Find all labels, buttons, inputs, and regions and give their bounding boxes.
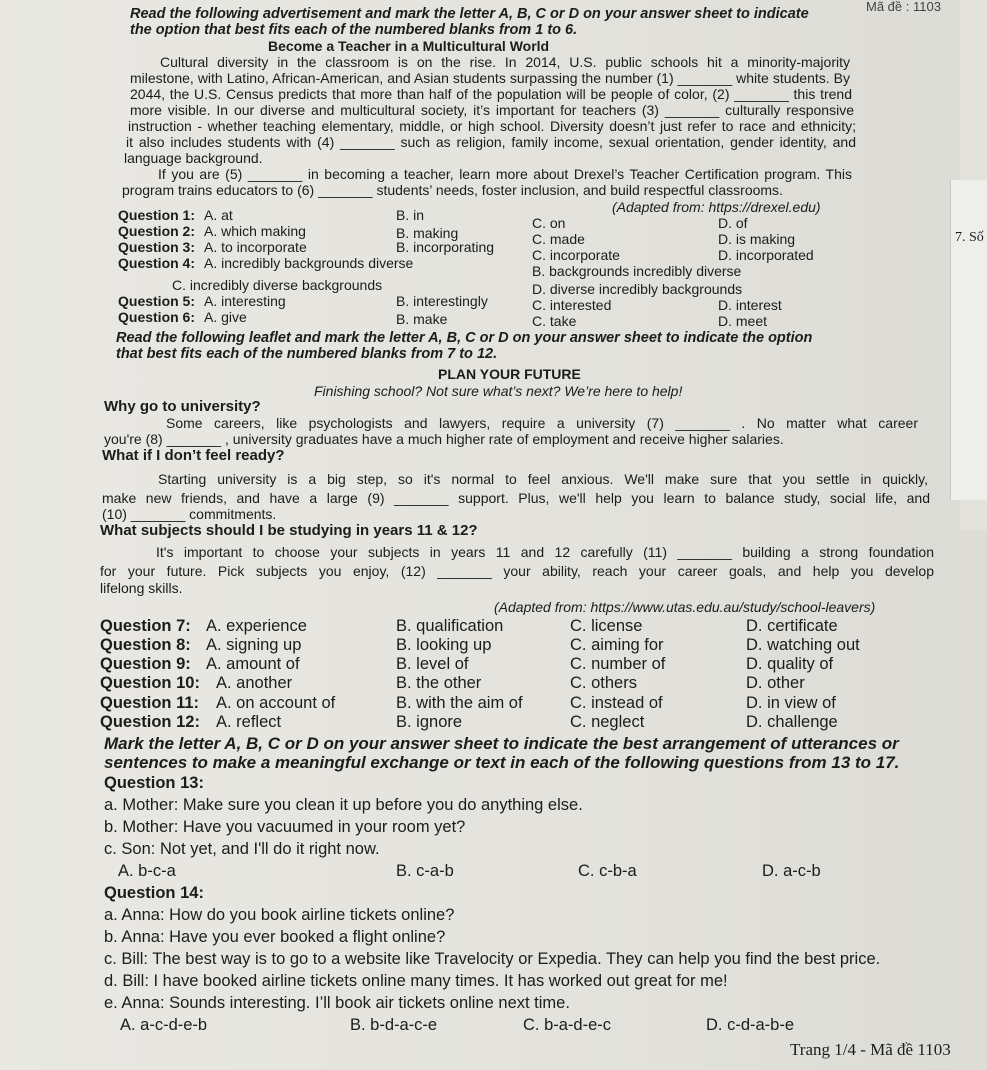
passage-line: milestone, with Latino, African-American, and Asian students surpassing the number (1) _______ white students. By bbox=[130, 70, 850, 86]
leaflet-line: Starting university is a big step, so it's normal to feel anxious. We'll make sure that you settle in quickly, bbox=[158, 471, 928, 487]
instruction: Read the following leaflet and mark the letter A, B, C or D on your answer sheet to indicate the option bbox=[116, 330, 813, 346]
instruction: Read the following advertisement and mark the letter A, B, C or D on your answer sheet to indicate bbox=[130, 6, 809, 22]
option-b[interactable]: B. qualification bbox=[396, 617, 504, 635]
instruction: Mark the letter A, B, C or D on your answer sheet to indicate the best arrangement of utterances or bbox=[104, 734, 899, 753]
leaflet-subtitle: Finishing school? Not sure what’s next? We’re here to help! bbox=[314, 383, 683, 399]
option-a[interactable]: A. incredibly backgrounds diverse bbox=[204, 255, 414, 271]
option-c[interactable]: C. b-a-d-e-c bbox=[523, 1016, 612, 1034]
option-a[interactable]: A. on account of bbox=[216, 694, 336, 712]
option-a[interactable]: A. interesting bbox=[204, 293, 286, 309]
option-b[interactable]: B. in bbox=[396, 207, 425, 223]
passage-line: Cultural diversity in the classroom is on the rise. In 2014, U.S. public schools hit a minority-majority bbox=[160, 54, 850, 70]
option-c[interactable]: C. interested bbox=[532, 297, 612, 313]
option-a[interactable]: A. which making bbox=[204, 223, 306, 239]
question-label: Question 7: bbox=[100, 617, 191, 635]
option-a[interactable]: A. b-c-a bbox=[118, 862, 176, 880]
option-d[interactable]: D. challenge bbox=[746, 713, 838, 731]
option-c[interactable]: C. instead of bbox=[570, 694, 663, 712]
question-label: Question 4: bbox=[118, 255, 196, 271]
passage-line: more visible. In our diverse and multicultural society, it’s important for teachers (3) _______ culturally responsive bbox=[130, 102, 854, 118]
option-b[interactable]: B. looking up bbox=[396, 636, 492, 654]
section-heading: Why go to university? bbox=[104, 398, 261, 415]
adjacent-sheet-shadow bbox=[955, 530, 987, 1070]
question-label: Question 10: bbox=[100, 674, 200, 692]
passage-line: 2044, the U.S. Census predicts that more than half of the population will be people of color, (2) _______ this trend bbox=[130, 86, 852, 102]
passage-line: language background. bbox=[124, 150, 263, 166]
question-label: Question 1: bbox=[118, 207, 196, 223]
leaflet-line: make new friends, and have a large (9) _______ support. Plus, we'll help you learn to balance study, social life, and bbox=[102, 490, 930, 506]
option-a[interactable]: A. another bbox=[216, 674, 293, 692]
utterance: b. Mother: Have you vacuumed in your room yet? bbox=[104, 818, 466, 836]
utterance: c. Bill: The best way is to go to a website like Travelocity or Expedia. They can help you find the best price. bbox=[104, 950, 881, 968]
leaflet-line: Some careers, like psychologists and lawyers, require a university (7) _______ . No matter what career bbox=[166, 415, 918, 431]
instruction: that best fits each of the numbered blanks from 7 to 12. bbox=[116, 346, 498, 362]
option-b[interactable]: B. incorporating bbox=[396, 239, 495, 255]
option-d[interactable]: D. interest bbox=[718, 297, 782, 313]
option-b[interactable]: B. ignore bbox=[396, 713, 463, 731]
option-d[interactable]: D. c-d-a-b-e bbox=[706, 1016, 795, 1034]
option-a[interactable]: A. amount of bbox=[206, 655, 300, 673]
instruction: the option that best fits each of the numbered blanks from 1 to 6. bbox=[130, 22, 578, 38]
option-b[interactable]: B. backgrounds incredibly diverse bbox=[532, 263, 742, 279]
option-d[interactable]: D. incorporated bbox=[718, 247, 814, 263]
utterance: d. Bill: I have booked airline tickets online many times. It has worked out great for me! bbox=[104, 972, 728, 990]
option-c[interactable]: C. made bbox=[532, 231, 585, 247]
question-label: Question 9: bbox=[100, 655, 191, 673]
utterance: a. Anna: How do you book airline tickets online? bbox=[104, 906, 455, 924]
option-c[interactable]: C. others bbox=[570, 674, 637, 692]
option-c[interactable]: C. take bbox=[532, 313, 577, 329]
question-label: Question 14: bbox=[104, 884, 204, 902]
question-label: Question 2: bbox=[118, 223, 196, 239]
question-label: Question 8: bbox=[100, 636, 191, 654]
option-a[interactable]: A. at bbox=[204, 207, 233, 223]
option-d[interactable]: D. certificate bbox=[746, 617, 838, 635]
option-d[interactable]: D. watching out bbox=[746, 636, 860, 654]
option-d[interactable]: D. is making bbox=[718, 231, 796, 247]
source-citation: (Adapted from: https://drexel.edu) bbox=[612, 199, 821, 215]
option-d[interactable]: D. in view of bbox=[746, 694, 836, 712]
question-label: Question 5: bbox=[118, 293, 196, 309]
utterance: a. Mother: Make sure you clean it up before you do anything else. bbox=[104, 796, 583, 814]
option-c[interactable]: C. license bbox=[570, 617, 643, 635]
leaflet-line: lifelong skills. bbox=[100, 580, 183, 596]
passage-line: instruction - whether teaching elementary, middle, or high school. Diversity doesn’t just refer to race and ethnicity; bbox=[128, 118, 856, 134]
option-a[interactable]: A. a-c-d-e-b bbox=[120, 1016, 208, 1034]
option-a[interactable]: A. experience bbox=[206, 617, 307, 635]
option-d[interactable]: D. other bbox=[746, 674, 805, 692]
option-a[interactable]: A. give bbox=[204, 309, 247, 325]
option-c[interactable]: C. c-b-a bbox=[578, 862, 637, 880]
option-a[interactable]: A. reflect bbox=[216, 713, 282, 731]
utterance: b. Anna: Have you ever booked a flight online? bbox=[104, 928, 446, 946]
passage-line: program trains educators to (6) _______ students’ needs, foster inclusion, and build respectful classrooms. bbox=[122, 182, 783, 198]
option-d[interactable]: D. of bbox=[718, 215, 748, 231]
option-c[interactable]: C. on bbox=[532, 215, 566, 231]
passage-title: Become a Teacher in a Multicultural World bbox=[268, 38, 550, 54]
passage-line: it also includes students with (4) _______ such as religion, family income, sexual orientation, gender identity, and bbox=[126, 134, 856, 150]
option-b[interactable]: B. the other bbox=[396, 674, 482, 692]
option-b[interactable]: B. c-a-b bbox=[396, 862, 454, 880]
option-c[interactable]: C. number of bbox=[570, 655, 666, 673]
exam-code: Mã đề : 1103 bbox=[866, 0, 941, 14]
option-b[interactable]: B. making bbox=[396, 225, 459, 241]
question-label: Question 13: bbox=[104, 774, 204, 792]
question-label: Question 6: bbox=[118, 309, 196, 325]
question-label: Question 3: bbox=[118, 239, 196, 255]
option-d[interactable]: D. a-c-b bbox=[762, 862, 821, 880]
option-b[interactable]: B. make bbox=[396, 311, 448, 327]
leaflet-line: you're (8) _______ , university graduates have a much higher rate of employment and receive higher salaries. bbox=[104, 431, 784, 447]
page-footer: Trang 1/4 - Mã đề 1103 bbox=[790, 1040, 951, 1059]
option-b[interactable]: B. interestingly bbox=[396, 293, 488, 309]
leaflet-line: (10) _______ commitments. bbox=[102, 506, 277, 522]
option-c[interactable]: C. incorporate bbox=[532, 247, 620, 263]
option-d[interactable]: D. quality of bbox=[746, 655, 834, 673]
option-c[interactable]: C. incredibly diverse backgrounds bbox=[172, 277, 383, 293]
question-label: Question 11: bbox=[100, 694, 200, 712]
passage-line: If you are (5) _______ in becoming a teacher, learn more about Drexel’s Teacher Certification program. This bbox=[158, 166, 852, 182]
section-heading: What if I don’t feel ready? bbox=[102, 447, 285, 464]
section-heading: What subjects should I be studying in years 11 & 12? bbox=[100, 522, 478, 539]
utterance: e. Anna: Sounds interesting. I’ll book air tickets online next time. bbox=[104, 994, 570, 1012]
option-d[interactable]: D. diverse incredibly backgrounds bbox=[532, 281, 743, 297]
instruction: sentences to make a meaningful exchange or text in each of the following questions from 13 to 17. bbox=[104, 753, 900, 772]
option-b[interactable]: B. b-d-a-c-e bbox=[350, 1016, 438, 1034]
side-note: 7. Số bbox=[955, 230, 984, 245]
option-d[interactable]: D. meet bbox=[718, 313, 768, 329]
source-citation: (Adapted from: https://www.utas.edu.au/study/school-leavers) bbox=[494, 599, 876, 615]
option-a[interactable]: A. signing up bbox=[206, 636, 302, 654]
option-c[interactable]: C. aiming for bbox=[570, 636, 664, 654]
option-a[interactable]: A. to incorporate bbox=[204, 239, 307, 255]
question-label: Question 12: bbox=[100, 713, 200, 731]
leaflet-title: PLAN YOUR FUTURE bbox=[438, 366, 581, 382]
option-b[interactable]: B. with the aim of bbox=[396, 694, 523, 712]
adjacent-sheet bbox=[950, 180, 987, 500]
utterance: c. Son: Not yet, and I'll do it right now. bbox=[104, 840, 380, 858]
leaflet-line: for your future. Pick subjects you enjoy, (12) _______ your ability, reach your career goals, and help you develop bbox=[100, 563, 934, 579]
option-b[interactable]: B. level of bbox=[396, 655, 469, 673]
option-c[interactable]: C. neglect bbox=[570, 713, 645, 731]
leaflet-line: It's important to choose your subjects in years 11 and 12 carefully (11) _______ building a strong foundation bbox=[156, 544, 934, 560]
